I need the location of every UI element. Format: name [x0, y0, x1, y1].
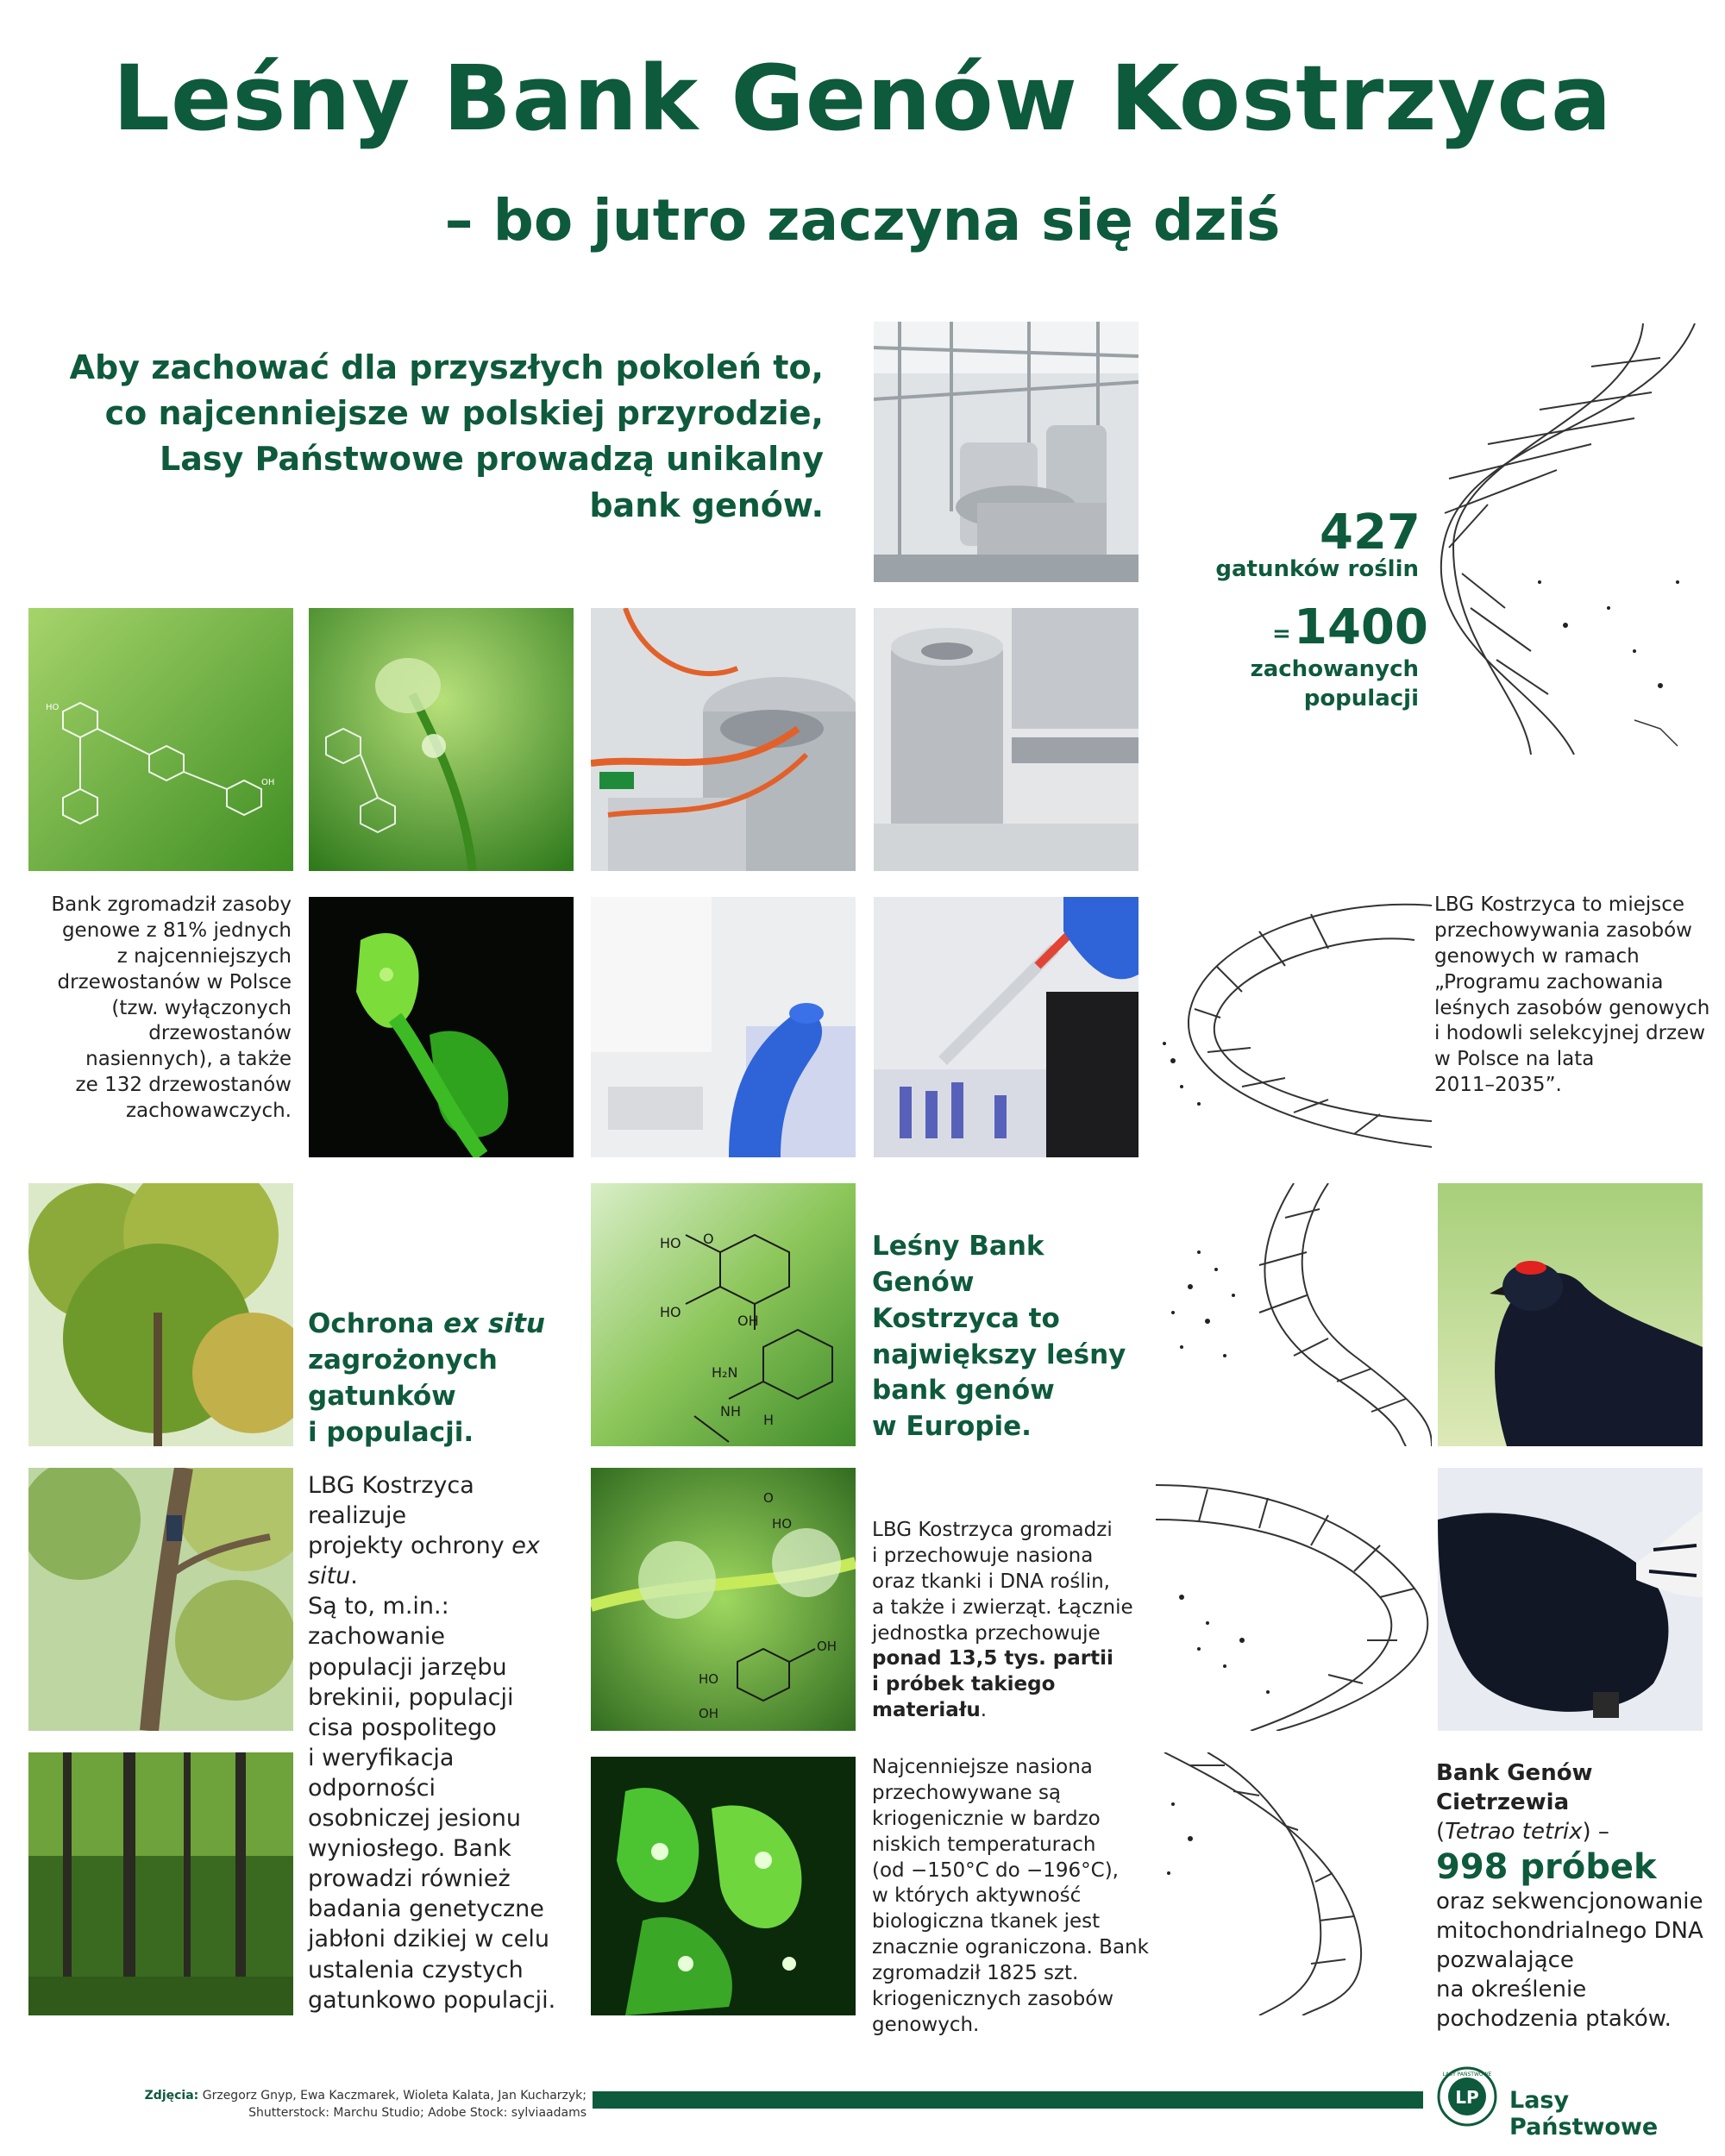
text-line: (od −150°C do −196°C), — [872, 1858, 1119, 1882]
text-line: pozwalające — [1436, 1946, 1574, 1973]
footer-bar — [593, 2091, 1423, 2109]
populations-label-line: populacji — [1303, 685, 1419, 711]
text-line: przechowywane są — [872, 1781, 1062, 1804]
text-line: nasiennych), a także — [85, 1048, 292, 1071]
svg-text:LP: LP — [1455, 2087, 1479, 2108]
ex-situ-text — [308, 1470, 575, 2015]
credits-line: Grzegorz Gnyp, Ewa Kaczmarek, Wioleta Kalata, Jan Kucharzyk; — [202, 2089, 586, 2103]
text-segment: . — [350, 1563, 358, 1590]
text-bold: i próbek takiego materiału — [872, 1673, 1056, 1722]
text-program — [1434, 893, 1710, 1099]
text-line: zgromadził 1825 szt. — [872, 1962, 1079, 1985]
svg-text:OH: OH — [737, 1313, 759, 1329]
text-bold: ponad 13,5 tys. partii — [872, 1647, 1113, 1670]
intro-line: Aby zachować dla przyszłych pokoleń to, — [69, 348, 824, 386]
svg-text:OH: OH — [261, 778, 275, 787]
latin-name: Tetrao tetrix — [1445, 1818, 1583, 1845]
text-line: populacji jarzębu — [308, 1653, 507, 1681]
text-segment: ) – — [1582, 1818, 1609, 1845]
svg-text:LASY PAŃSTWOWE: LASY PAŃSTWOWE — [1442, 2071, 1492, 2078]
caption-line: największy leśny — [872, 1338, 1126, 1370]
text-line: genowych w ramach — [1434, 944, 1640, 968]
svg-text:OH: OH — [817, 1639, 837, 1654]
caption-line: Leśny Bank Genów — [872, 1231, 1044, 1298]
text-line: drzewostanów w Polsce — [57, 970, 292, 993]
text-line: prowadzi również — [308, 1865, 511, 1893]
text-line: (tzw. wyłączonych — [111, 996, 292, 1019]
heading-line: i populacji. — [308, 1416, 474, 1448]
svg-text:H₂N: H₂N — [712, 1364, 738, 1381]
svg-text:O: O — [703, 1231, 714, 1247]
svg-text:NH: NH — [720, 1403, 741, 1420]
intro-text — [4, 345, 824, 529]
dna-helix-illustration — [1156, 1468, 1432, 1731]
text-line: znacznie ograniczona. Bank — [872, 1936, 1149, 1959]
text-line: jabłoni dzikiej w celu — [308, 1926, 549, 1953]
text-line: i hodowli selekcyjnej drzew — [1434, 1022, 1706, 1045]
text-line: genowe z 81% jednych — [61, 918, 292, 942]
text-line: zachowawczych. — [125, 1100, 292, 1123]
text-line: biologiczna tkanek jest — [872, 1910, 1101, 1934]
ex-situ-heading — [308, 1307, 567, 1451]
dna-helix-illustration — [1156, 1752, 1432, 2015]
svg-text:HO: HO — [699, 1671, 719, 1687]
text-line: a także i zwierząt. Łącznie — [872, 1595, 1133, 1619]
lasy-panstwowe-logo-text: Lasy Państwowe — [1509, 2087, 1659, 2140]
svg-text:O: O — [763, 1490, 774, 1506]
text-bank-resources — [26, 893, 292, 1125]
text-line: niskich temperaturach — [872, 1833, 1096, 1856]
text-line: Są to, m.in.: zachowanie — [308, 1593, 449, 1651]
svg-text:H: H — [763, 1412, 775, 1428]
dna-helix-illustration — [1156, 888, 1432, 1156]
populations-count: 1400 — [1294, 599, 1428, 655]
text-line: przechowywania zasobów — [1434, 918, 1692, 942]
photo-cryo-tanks — [874, 608, 1138, 871]
heading-line: gatunków — [308, 1380, 456, 1412]
text-line: i przechowuje nasiona — [872, 1544, 1094, 1567]
text-line: Bank zgromadził zasoby — [51, 893, 292, 916]
text-line: LBG Kostrzyca to miejsce — [1434, 893, 1685, 916]
text-line: cisa pospolitego — [308, 1714, 497, 1741]
photo-black-grouse — [1438, 1183, 1703, 1446]
heading-text: Ochrona — [308, 1308, 444, 1339]
intro-line: co najcenniejsze w polskiej przyrodzie, — [104, 394, 824, 433]
species-label: gatunków roślin — [1215, 556, 1419, 582]
text-cryo — [872, 1755, 1157, 2039]
photo-credits — [34, 2087, 586, 2122]
heading-line: zagrożonych — [308, 1344, 498, 1376]
photo-glove-sample — [591, 897, 856, 1157]
text-segment: projekty ochrony — [308, 1532, 512, 1560]
photo-seedling-drop — [309, 608, 574, 871]
text-line: wyniosłego. Bank — [308, 1835, 511, 1863]
text-line: badania genetyczne — [308, 1896, 544, 1923]
photo-green-chemistry — [28, 608, 293, 871]
text-line: jednostka przechowuje — [872, 1621, 1101, 1645]
page-title: Leśny Bank Genów Kostrzyca — [112, 46, 1613, 151]
svg-text:HO: HO — [660, 1235, 681, 1251]
text-segment: ( — [1436, 1818, 1446, 1845]
photo-glucose-molecule — [591, 1183, 856, 1446]
grouse-bank-info — [1436, 1759, 1712, 2034]
text-line: ustalenia czystych — [308, 1956, 524, 1984]
text-line: kriogenicznych zasobów — [872, 1988, 1114, 2011]
text-line: 2011–2035”. — [1434, 1074, 1562, 1097]
text-line: i weryfikacja odporności — [308, 1744, 455, 1802]
text-line: pochodzenia ptaków. — [1436, 2005, 1672, 2032]
text-italic: ex situ — [308, 1532, 540, 1590]
text-line: drzewostanów — [148, 1022, 292, 1045]
caption-line: Kostrzyca to — [872, 1302, 1060, 1334]
text-line: „Programu zachowania — [1434, 970, 1664, 993]
svg-text:OH: OH — [699, 1706, 719, 1721]
text-line: oraz sekwencjonowanie — [1436, 1889, 1703, 1915]
text-line: oraz tkanki i DNA roślin, — [872, 1570, 1110, 1593]
text-line: gatunkowo populacji. — [308, 1986, 556, 2014]
photo-water-droplets — [591, 1468, 856, 1731]
credits-line: Shutterstock: Marchu Studio; Adobe Stock: sylviaadams — [248, 2106, 586, 2121]
dna-helix-illustration — [1436, 323, 1703, 755]
photo-tree-climber — [28, 1468, 293, 1731]
text-line: genowych. — [872, 2013, 980, 2036]
caption-line: w Europie. — [872, 1411, 1032, 1443]
photo-fluorescent-tissue — [309, 897, 574, 1157]
dna-helix-illustration — [1156, 1183, 1432, 1446]
text-line: kriogenicznie w bardzo — [872, 1807, 1101, 1830]
photo-black-grouse-tail — [1438, 1468, 1703, 1731]
text-line: osobniczej jesionu — [308, 1805, 521, 1833]
text-line: LBG Kostrzyca realizuje — [308, 1472, 474, 1530]
text-line: leśnych zasobów genowych — [1434, 996, 1710, 1019]
svg-text:HO: HO — [660, 1304, 681, 1320]
text-line: Najcenniejsze nasiona — [872, 1756, 1093, 1778]
intro-line: Lasy Państwowe prowadzą unikalny — [160, 440, 824, 479]
populations-label — [1233, 655, 1419, 714]
text-segment: . — [980, 1699, 988, 1722]
svg-text:HO: HO — [46, 703, 60, 712]
text-line: mitochondrialnego DNA — [1436, 1918, 1703, 1945]
photo-lab-tubes — [591, 608, 856, 871]
text-line: LBG Kostrzyca gromadzi — [872, 1519, 1113, 1541]
text-storage — [872, 1518, 1157, 1724]
intro-line: bank genów. — [589, 486, 824, 524]
text-line: na określenie — [1436, 1976, 1587, 2002]
grouse-sample-count: 998 próbek — [1436, 1847, 1657, 1888]
photo-fluorescent-cells — [591, 1757, 856, 2015]
photo-pipette — [874, 897, 1138, 1157]
grouse-title: Bank Genów Cietrzewia — [1436, 1760, 1593, 1815]
text-line: z najcenniejszych — [116, 944, 292, 968]
text-line: w których aktywność — [872, 1884, 1082, 1908]
equals-sign: = — [1272, 621, 1291, 647]
text-line: ze 132 drzewostanów — [75, 1074, 292, 1097]
svg-text:HO: HO — [772, 1516, 793, 1532]
largest-bank-caption — [872, 1229, 1148, 1445]
populations-label-line: zachowanych — [1250, 656, 1419, 682]
photo-forest-trunks — [28, 1752, 293, 2015]
lasy-panstwowe-emblem-icon — [1436, 2065, 1498, 2128]
text-line: brekinii, populacji — [308, 1683, 514, 1711]
heading-italic: ex situ — [443, 1308, 545, 1339]
credits-label: Zdjęcia: — [144, 2089, 199, 2103]
species-count: 427 — [1320, 505, 1421, 561]
page-subtitle: – bo jutro zaczyna się dziś — [444, 187, 1281, 254]
text-line: w Polsce na lata — [1434, 1048, 1595, 1071]
photo-lab-hall — [874, 322, 1138, 582]
caption-line: bank genów — [872, 1375, 1055, 1407]
photo-tree-canopy — [28, 1183, 293, 1446]
